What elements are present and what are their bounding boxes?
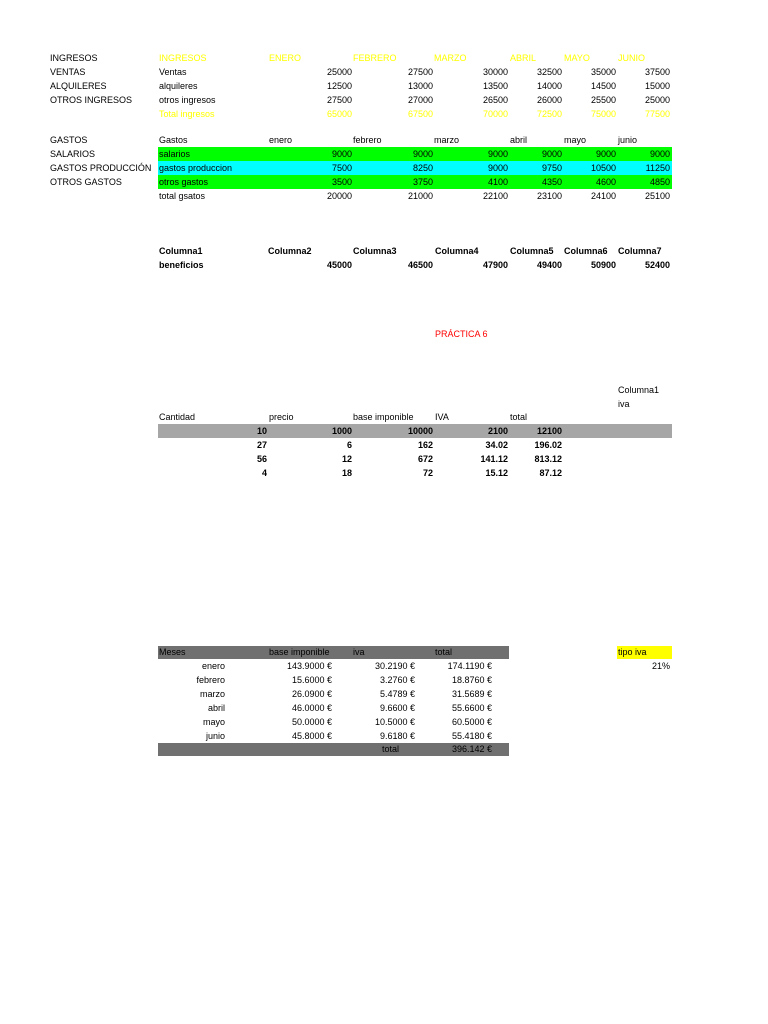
gastos-header-month: junio: [618, 135, 638, 145]
meses-cell: 9.6180 €: [379, 731, 415, 741]
ingresos-header-month: ABRIL: [510, 53, 537, 63]
gastos-cell: 10500: [590, 163, 616, 173]
meses-total-label: total: [382, 744, 400, 754]
ingresos-header-month: JUNIO: [618, 53, 645, 63]
ingresos-cell: 12500: [326, 81, 352, 91]
meses-cell: 10.5000 €: [374, 717, 415, 727]
meses-header: Meses: [159, 647, 186, 657]
tipo-iva-label: tipo iva: [618, 647, 647, 657]
meses-header: total: [435, 647, 453, 657]
label-salarios: SALARIOS: [50, 149, 96, 159]
gastos-row-label: otros gastos: [159, 177, 209, 187]
iva-cell: 672: [417, 454, 433, 464]
meses-total-value: 396.142 €: [451, 744, 492, 754]
iva-header: total: [510, 412, 528, 422]
beneficios-cell: 50900: [590, 260, 616, 270]
ingresos-row-label: alquileres: [159, 81, 198, 91]
meses-cell: 45.8000 €: [291, 731, 332, 741]
ingresos-cell: 25000: [326, 67, 352, 77]
gastos-total-cell: 25100: [644, 191, 670, 201]
beneficios-cell: 52400: [644, 260, 670, 270]
gastos-total-label: total gsatos: [159, 191, 206, 201]
gastos-cell: 3750: [412, 177, 433, 187]
iva-cell: 141.12: [480, 454, 508, 464]
meses-cell: 143.9000 €: [286, 661, 332, 671]
gastos-cell: 9750: [541, 163, 562, 173]
gastos-cell: 9000: [649, 149, 670, 159]
ingresos-header-month: FEBRERO: [353, 53, 397, 63]
tipo-iva-value: 21%: [651, 661, 670, 671]
ingresos-total-label: Total ingresos: [159, 109, 215, 119]
ingresos-total-cell: 67500: [407, 109, 433, 119]
ingresos-cell: 25500: [590, 95, 616, 105]
gastos-header-month: abril: [510, 135, 528, 145]
iva-cell: 27: [256, 440, 267, 450]
ingresos-cell: 30000: [482, 67, 508, 77]
ingresos-cell: 15000: [644, 81, 670, 91]
beneficios-cell: 47900: [482, 260, 508, 270]
iva-cell: 2100: [487, 426, 508, 436]
ingresos-total-cell: 77500: [644, 109, 670, 119]
beneficios-header: Columna7: [618, 246, 662, 256]
gastos-cell: 4350: [541, 177, 562, 187]
label-alquileres: ALQUILERES: [50, 81, 107, 91]
beneficios-header: Columna5: [510, 246, 554, 256]
beneficios-cell: 46500: [407, 260, 433, 270]
beneficios-header: Columna2: [268, 246, 312, 256]
label-ingresos: INGRESOS: [50, 53, 98, 63]
gastos-total-cell: 22100: [482, 191, 508, 201]
ingresos-cell: 26000: [536, 95, 562, 105]
iva-cell: 18: [341, 468, 352, 478]
gastos-header-month: mayo: [564, 135, 587, 145]
iva-cell: 12: [341, 454, 352, 464]
gastos-cell: 8250: [412, 163, 433, 173]
meses-cell: 9.6600 €: [379, 703, 415, 713]
gastos-cell: 9000: [541, 149, 562, 159]
iva-cell: 56: [256, 454, 267, 464]
gastos-total-cell: 23100: [536, 191, 562, 201]
ingresos-cell: 35000: [590, 67, 616, 77]
ingresos-total-cell: 65000: [326, 109, 352, 119]
iva-header: base imponible: [353, 412, 414, 422]
ingresos-cell: 27000: [407, 95, 433, 105]
meses-cell: 5.4789 €: [379, 689, 415, 699]
gastos-cell: 9000: [412, 149, 433, 159]
meses-month: febrero: [196, 675, 225, 685]
meses-cell: 30.2190 €: [374, 661, 415, 671]
ingresos-cell: 37500: [644, 67, 670, 77]
gastos-cell: 9000: [487, 163, 508, 173]
iva-cell: 12100: [536, 426, 562, 436]
ingresos-header-month: ENERO: [269, 53, 302, 63]
meses-header-band: [158, 646, 509, 659]
meses-month: junio: [205, 731, 225, 741]
meses-month: enero: [201, 661, 225, 671]
ingresos-total-cell: 72500: [536, 109, 562, 119]
meses-cell: 55.6600 €: [451, 703, 492, 713]
gastos-cell: 11250: [645, 163, 670, 173]
meses-cell: 18.8760 €: [451, 675, 492, 685]
ingresos-row-label: Ventas: [159, 67, 187, 77]
meses-cell: 55.4180 €: [451, 731, 492, 741]
beneficios-cell: 49400: [536, 260, 562, 270]
ingresos-cell: 13500: [482, 81, 508, 91]
ingresos-total-cell: 70000: [482, 109, 508, 119]
iva-extra-header: iva: [618, 399, 630, 409]
gastos-cell: 4600: [595, 177, 616, 187]
ingresos-cell: 27500: [407, 67, 433, 77]
gastos-row-label: gastos produccion: [159, 163, 233, 173]
gastos-total-cell: 21000: [407, 191, 433, 201]
iva-cell: 72: [422, 468, 433, 478]
meses-header: iva: [353, 647, 365, 657]
ingresos-cell: 27500: [326, 95, 352, 105]
gastos-cell: 4100: [487, 177, 508, 187]
gastos-header-month: febrero: [353, 135, 382, 145]
iva-cell: 813.12: [534, 454, 562, 464]
beneficios-cell: 45000: [326, 260, 352, 270]
beneficios-header: Columna3: [353, 246, 397, 256]
meses-cell: 60.5000 €: [451, 717, 492, 727]
iva-cell: 87.12: [539, 468, 562, 478]
meses-month: abril: [207, 703, 225, 713]
iva-cell: 162: [417, 440, 433, 450]
iva-cell: 1000: [331, 426, 352, 436]
ingresos-cell: 32500: [536, 67, 562, 77]
label-ventas: VENTAS: [50, 67, 86, 77]
meses-cell: 31.5689 €: [451, 689, 492, 699]
ingresos-cell: 13000: [407, 81, 433, 91]
meses-cell: 50.0000 €: [291, 717, 332, 727]
gastos-cell: 7500: [331, 163, 352, 173]
ingresos-header-month: MARZO: [434, 53, 467, 63]
iva-cell: 196.02: [534, 440, 562, 450]
beneficios-header: Columna4: [435, 246, 479, 256]
meses-month: marzo: [199, 689, 225, 699]
beneficios-row-label: beneficios: [159, 260, 204, 270]
gastos-header-label: Gastos: [159, 135, 188, 145]
iva-extra-header: Columna1: [618, 385, 660, 395]
iva-cell: 34.02: [485, 440, 508, 450]
ingresos-header-month: MAYO: [564, 53, 590, 63]
ingresos-total-cell: 75000: [590, 109, 616, 119]
gastos-cell: 9000: [487, 149, 508, 159]
gastos-header-month: marzo: [434, 135, 460, 145]
beneficios-header: Columna1: [159, 246, 203, 256]
gastos-header-month: enero: [269, 135, 293, 145]
meses-cell: 174.1190 €: [447, 661, 492, 671]
label-gastos-produccion: GASTOS PRODUCCIÓN: [50, 163, 152, 173]
label-otros-gastos: OTROS GASTOS: [50, 177, 122, 187]
meses-cell: 15.6000 €: [291, 675, 332, 685]
label-otros-ingresos: OTROS INGRESOS: [50, 95, 133, 105]
practica-title: PRÁCTICA 6: [435, 329, 488, 339]
iva-header: Cantidad: [159, 412, 196, 422]
iva-cell: 10: [256, 426, 267, 436]
ingresos-cell: 26500: [482, 95, 508, 105]
iva-header: precio: [269, 412, 294, 422]
meses-month: mayo: [202, 717, 225, 727]
gastos-cell: 4850: [649, 177, 670, 187]
gastos-total-cell: 24100: [590, 191, 616, 201]
iva-cell: 15.12: [485, 468, 508, 478]
gastos-total-cell: 20000: [326, 191, 352, 201]
ingresos-cell: 25000: [644, 95, 670, 105]
iva-cell: 4: [261, 468, 267, 478]
gastos-row-label: salarios: [159, 149, 191, 159]
iva-cell: 6: [346, 440, 352, 450]
beneficios-header: Columna6: [564, 246, 608, 256]
gastos-cell: 3500: [331, 177, 352, 187]
iva-header: IVA: [435, 412, 449, 422]
gastos-cell: 9000: [595, 149, 616, 159]
meses-cell: 3.2760 €: [379, 675, 415, 685]
ingresos-cell: 14500: [590, 81, 616, 91]
meses-cell: 26.0900 €: [291, 689, 332, 699]
gastos-cell: 9000: [331, 149, 352, 159]
meses-cell: 46.0000 €: [291, 703, 332, 713]
ingresos-row-label: otros ingresos: [159, 95, 216, 105]
ingresos-header-label: INGRESOS: [159, 53, 207, 63]
meses-header: base imponible: [269, 647, 330, 657]
label-gastos: GASTOS: [50, 135, 88, 145]
iva-cell: 10000: [407, 426, 433, 436]
ingresos-cell: 14000: [536, 81, 562, 91]
